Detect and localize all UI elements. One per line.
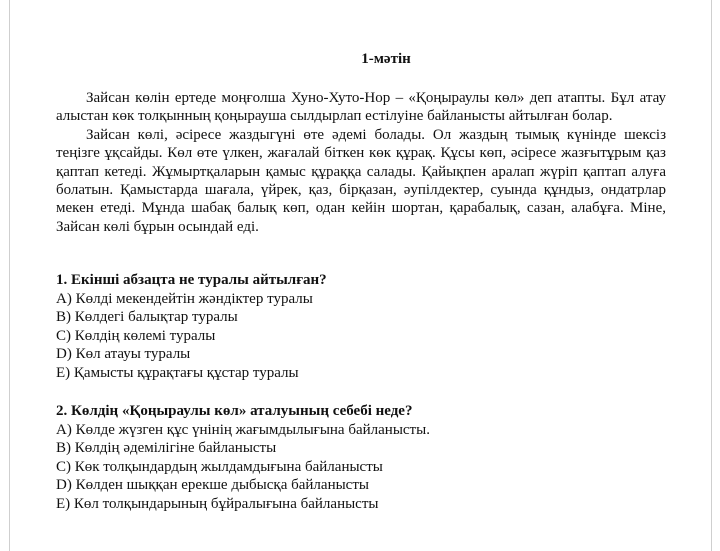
question-2-text: 2. Көлдің «Қоңыраулы көл» аталуының себебі неде? [56,403,413,419]
reading-text [56,89,666,236]
question-2-option-b: B) Көлдің әдемілігіне байланысты [56,440,277,457]
question-2-option-e: E) Көл толқындарының бұйралығына байланысты [56,495,379,512]
question-1 [56,271,676,383]
page-border-left [9,0,10,551]
question-1-option-a: A) Көлді мекендейтін жәндіктер туралы [56,290,313,307]
question-1-option-c: C) Көлдің көлемі туралы [56,327,216,344]
page-border-right [711,0,712,551]
text-title: 1-мәтін [361,51,411,67]
question-2-option-c: C) Көк толқындардың жылдамдығына байланысты [56,458,383,475]
question-2-option-a: A) Көлде жүзген құс үнінің жағымдылығына байланысты. [56,421,430,438]
question-1-text: 1. Екінші абзацта не туралы айтылған? [56,272,327,288]
paragraph-1: Зайсан көлін ертеде моңғолша Хуно-Хуто-Нор – «Қоңыраулы көл» деп атапты. Бұл атау алыстан көк толқынның қоңырауша сылдырлап естілуіне байланысты айтылған болар. [56,90,666,125]
paragraph-2: Зайсан көлі, әсіресе жаздыгүні өте әдемі болады. Ол жаздың тымық күнінде шексіз теңізге ұқсайды. Көл өте үлкен, жағалай біткен көк құрақ. Құсы көп, әсіресе жазғытұрым қаз қаптап кетеді. Жұмыртқаларын қамыс құраққа салады. Қайықпен аралап жүріп қаптап алуға болатын. Қамыстарда шағала, үйрек, қаз, бірқазан, әупілдектер, суында құндыз, ондатрлар мекен етеді. Мұнда шабақ балық көп, одан кейін шортан, қарабалық, сазан, алабұға. Міне, Зайсан көлі бұрын осындай еді. [56,126,666,235]
question-1-option-e: E) Қамысты құрақтағы құстар туралы [56,364,299,381]
question-2 [56,402,676,514]
question-1-option-d: D) Көл атауы туралы [56,346,191,363]
question-2-option-d: D) Көлден шыққан ерекше дыбысқа байланысты [56,477,369,494]
question-1-option-b: B) Көлдегі балықтар туралы [56,309,238,326]
